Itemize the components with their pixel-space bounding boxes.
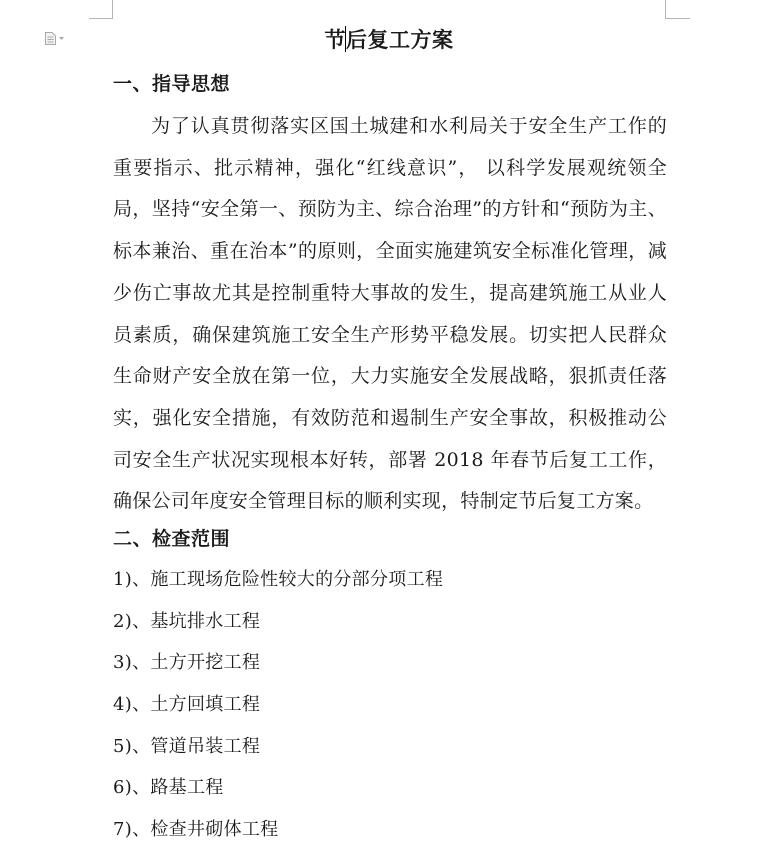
list-item: 1)、施工现场危险性较大的分部分项工程 xyxy=(113,569,444,590)
section-heading-inspection-scope: 二、检查范围 xyxy=(113,528,231,550)
list-item: 3)、土方开挖工程 xyxy=(113,652,261,674)
list-item: 2)、基坑排水工程 xyxy=(113,610,261,632)
body-paragraph: 为了认真贯彻落实区国土城建和水利局关于安全生产工作的重要指示、批示精神，强化“红线意识”， 以科学发展观统领全局，坚持“安全第一、预防为主、综合治理”的方针和“预防为主、标本兼治、重在治本”的原则，全面实施建筑安全标准化管理，减少伤亡事故尤其是控制重特大事故的发生，提高建筑施工从业人员素质，确保建筑施工安全生产形势平稳发展。切实把人民群众生命财产安全放在第一位，大力实施安全发展战略，狠抓责任落实，强化安全措施，有效防范和遏制生产安全事故，积极推动公司安全生产状况实现根本好转，部署 2018 年春节后复工工作，确保公司年度安全管理目标的顺利实现，特制定节后复工方案。 xyxy=(113,115,667,513)
list-item: 7)、检查井砌体工程 xyxy=(113,819,279,841)
inspection-scope-list xyxy=(113,564,443,856)
list-item: 4)、土方回填工程 xyxy=(113,694,261,716)
page-corner-mark-right xyxy=(665,0,690,19)
section-heading-guiding-principle: 一、指导思想 xyxy=(113,73,231,95)
document-title: 节后复工方案 xyxy=(324,27,454,52)
list-item: 5)、管道吊装工程 xyxy=(113,735,261,757)
page-corner-mark-left xyxy=(89,0,113,19)
list-item: 6)、路基工程 xyxy=(113,777,224,799)
